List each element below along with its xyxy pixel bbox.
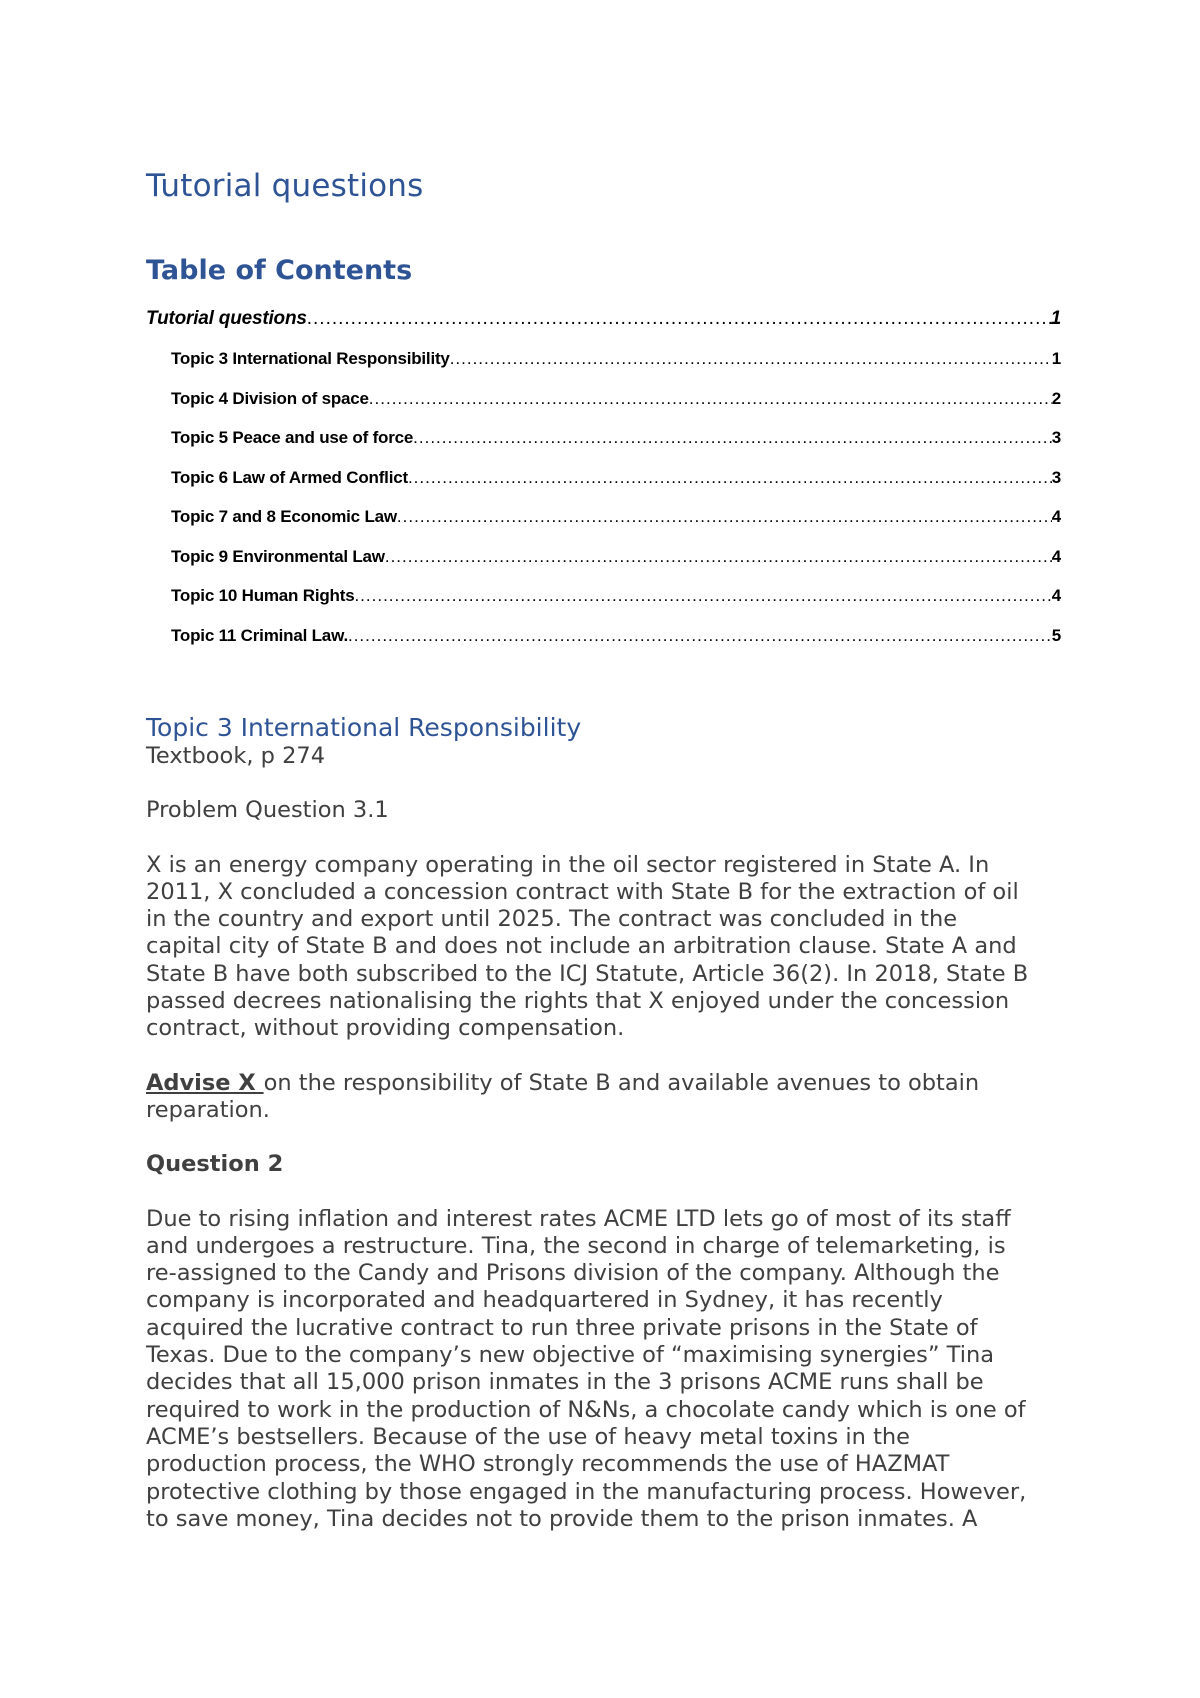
toc-leader-dots <box>450 349 1052 369</box>
table-of-contents <box>146 308 1061 665</box>
toc-entry-topic-4[interactable] <box>146 389 1061 429</box>
toc-entry-topic-10[interactable] <box>146 586 1061 626</box>
text-line: decides that all 15,000 prison inmates in the 3 prisons ACME runs shall be <box>146 1369 984 1396</box>
question-2-text <box>146 1206 1066 1534</box>
toc-heading: Table of Contents <box>146 255 413 286</box>
text-line: re-assigned to the Candy and Prisons division of the company. Although the <box>146 1260 1000 1287</box>
toc-leader-dots <box>385 547 1052 567</box>
toc-leader-dots <box>348 626 1052 646</box>
text-line: company is incorporated and headquartered in Sydney, it has recently <box>146 1287 943 1314</box>
toc-leader-dots <box>354 586 1051 606</box>
toc-entry-label: Topic 4 Division of space <box>171 388 369 408</box>
problem-question-text <box>146 852 1066 1043</box>
toc-entry-label: Topic 3 International Responsibility <box>171 349 450 368</box>
paragraph-spacer <box>146 770 1066 797</box>
toc-page-number: 3 <box>1051 467 1061 487</box>
text-line: Due to rising inflation and interest rates ACME LTD lets go of most of its staff <box>146 1205 1011 1232</box>
text-line: reparation. <box>146 1096 270 1123</box>
document-title: Tutorial questions <box>146 168 424 204</box>
toc-entry-topic-11[interactable] <box>146 626 1061 666</box>
toc-entry-label: Topic 6 Law of Armed Conflict <box>171 467 408 487</box>
text-line: protective clothing by those engaged in the manufacturing process. However, <box>146 1478 1027 1505</box>
toc-page-number: 1 <box>1050 308 1061 329</box>
toc-entry-topic-3[interactable] <box>146 349 1061 389</box>
text-line: 2011, X concluded a concession contract with State B for the extraction of oil <box>146 878 1019 905</box>
paragraph-spacer <box>146 1124 1066 1151</box>
text-line: acquired the lucrative contract to run three private prisons in the State of <box>146 1314 978 1341</box>
text-line: passed decrees nationalising the rights that X enjoyed under the concession <box>146 988 1010 1015</box>
text-line: contract, without providing compensation. <box>146 1015 625 1042</box>
toc-entry-label: Topic 11 Criminal Law. <box>171 625 348 645</box>
toc-leader-dots <box>307 308 1051 330</box>
text-line <box>146 1070 1066 1097</box>
toc-entry-topic-9[interactable] <box>146 547 1061 587</box>
toc-page-number: 4 <box>1051 507 1061 526</box>
advise-emphasis: Advise X <box>146 1069 264 1096</box>
problem-question-label: Problem Question 3.1 <box>146 797 389 824</box>
toc-entry-label: Topic 9 Environmental Law <box>171 546 385 566</box>
toc-leader-dots <box>397 507 1052 527</box>
toc-page-number: 5 <box>1051 625 1061 645</box>
toc-entry-topic-5[interactable] <box>146 428 1061 468</box>
text-line: production process, the WHO strongly recommends the use of HAZMAT <box>146 1451 950 1478</box>
toc-page-number: 1 <box>1051 349 1061 368</box>
paragraph-spacer <box>146 1043 1066 1070</box>
paragraph-spacer <box>146 1179 1066 1206</box>
paragraph-spacer <box>146 825 1066 852</box>
text-line: State B have both subscribed to the ICJ Statute, Article 36(2). In 2018, State B <box>146 960 1029 987</box>
textbook-reference: Textbook, p 274 <box>146 743 326 769</box>
advise-text: on the responsibility of State B and available avenues to obtain <box>263 1069 980 1096</box>
section-heading: Topic 3 International Responsibility <box>146 713 582 742</box>
question-2-heading: Question 2 <box>146 1151 284 1178</box>
text-line: ACME’s bestsellers. Because of the use of heavy metal toxins in the <box>146 1423 911 1450</box>
toc-page-number: 4 <box>1051 586 1061 605</box>
text-line: to save money, Tina decides not to provide them to the prison inmates. A <box>146 1505 978 1532</box>
toc-entry-label: Topic 5 Peace and use of force <box>171 428 414 447</box>
toc-entry-tutorial-questions[interactable] <box>146 308 1061 349</box>
text-line: capital city of State B and does not include an arbitration clause. State A and <box>146 933 1017 960</box>
toc-page-number: 3 <box>1051 428 1061 447</box>
toc-page-number: 4 <box>1051 546 1061 566</box>
toc-entry-label: Tutorial questions <box>146 308 307 329</box>
text-line: and undergoes a restructure. Tina, the second in charge of telemarketing, is <box>146 1232 1006 1259</box>
toc-page-number: 2 <box>1051 388 1061 408</box>
text-line: in the country and export until 2025. The contract was concluded in the <box>146 906 958 933</box>
toc-leader-dots <box>408 468 1052 488</box>
text-line: X is an energy company operating in the oil sector registered in State A. In <box>146 851 990 878</box>
toc-entry-label: Topic 7 and 8 Economic Law <box>171 507 397 526</box>
toc-entry-topic-7-8[interactable] <box>146 507 1061 547</box>
toc-entry-topic-6[interactable] <box>146 468 1061 508</box>
advise-instruction <box>146 1070 1066 1125</box>
toc-leader-dots <box>413 428 1052 448</box>
topic-3-section <box>146 713 1066 1533</box>
text-line: Texas. Due to the company’s new objective of “maximising synergies” Tina <box>146 1342 995 1369</box>
toc-entry-label: Topic 10 Human Rights <box>171 586 355 605</box>
text-line: required to work in the production of N&Ns, a chocolate candy which is one of <box>146 1396 1026 1423</box>
toc-leader-dots <box>369 389 1052 409</box>
